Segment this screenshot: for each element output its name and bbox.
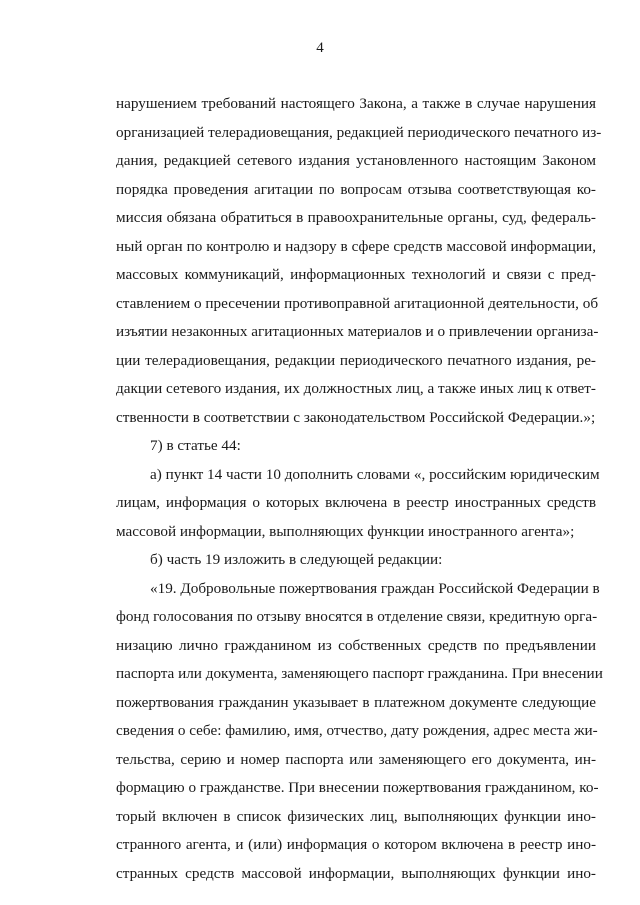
page-number: 4	[316, 40, 324, 56]
text-line: ный орган по контролю и надзору в сфере средств массовой информации,	[116, 237, 596, 255]
text-line: порядка проведения агитации по вопросам отзыва соответствующая ко-	[116, 180, 596, 198]
text-line: дания, редакцией сетевого издания установленного настоящим Законом	[116, 152, 596, 169]
text-line: пожертвования гражданин указывает в платежном документе следующие	[116, 693, 596, 711]
text-line: странных средств массовой информации, выполняющих функции ино-	[116, 864, 596, 882]
text-line: миссия обязана обратиться в правоохранительные органы, суд, федераль-	[116, 209, 596, 226]
text-line: нарушением требований настоящего Закона, а также в случае нарушения	[116, 95, 596, 112]
paragraph	[116, 90, 602, 432]
text-line: организацией телерадиовещания, редакцией периодического печатного из-	[116, 123, 602, 141]
text-line: низацию лично гражданином из собственных средств по предъявлении	[116, 636, 596, 654]
paragraph	[116, 546, 596, 575]
paragraph	[116, 432, 596, 461]
text-line: торый включен в список физических лиц, выполняющих функции ино-	[116, 807, 596, 825]
text-line: тельства, серию и номер паспорта или заменяющего его документа, ин-	[116, 750, 596, 768]
document-body	[116, 90, 603, 888]
text-line: массовой информации, выполняющих функции иностранного агента»;	[116, 522, 575, 540]
text-line: ции телерадиовещания, редакции периодического печатного издания, ре-	[116, 351, 596, 369]
text-line: дакции сетевого издания, их должностных лиц, а также иных лиц к ответ-	[116, 380, 596, 397]
paragraph	[116, 461, 600, 547]
paragraph	[116, 575, 603, 889]
text-line: ственности в соответствии с законодательством Российской Федерации.»;	[116, 408, 596, 426]
text-line: «19. Добровольные пожертвования граждан Российской Федерации в	[150, 579, 600, 597]
text-line: ставлением о пресечении противоправной агитационной деятельности, об	[116, 294, 599, 312]
text-line: 7) в статье 44:	[150, 437, 241, 454]
text-line: лицам, информация о которых включена в реестр иностранных средств	[116, 494, 596, 511]
text-line: паспорта или документа, заменяющего паспорт гражданина. При внесении	[116, 665, 603, 682]
text-line: а) пункт 14 части 10 дополнить словами «, российским юридическим	[150, 465, 600, 483]
text-line: изъятии незаконных агитационных материалов и о привлечении организа-	[116, 323, 599, 340]
text-line: б) часть 19 изложить в следующей редакции:	[150, 551, 443, 568]
text-line: странного агента, и (или) информация о котором включена в реестр ино-	[116, 836, 596, 853]
text-line: сведения о себе: фамилию, имя, отчество, дату рождения, адрес места жи-	[116, 722, 598, 739]
text-line: формацию о гражданстве. При внесении пожертвования гражданином, ко-	[116, 779, 599, 796]
text-line: массовых коммуникаций, информационных технологий и связи с пред-	[116, 266, 596, 283]
text-line: фонд голосования по отзыву вносятся в отделение связи, кредитную орга-	[116, 608, 598, 625]
